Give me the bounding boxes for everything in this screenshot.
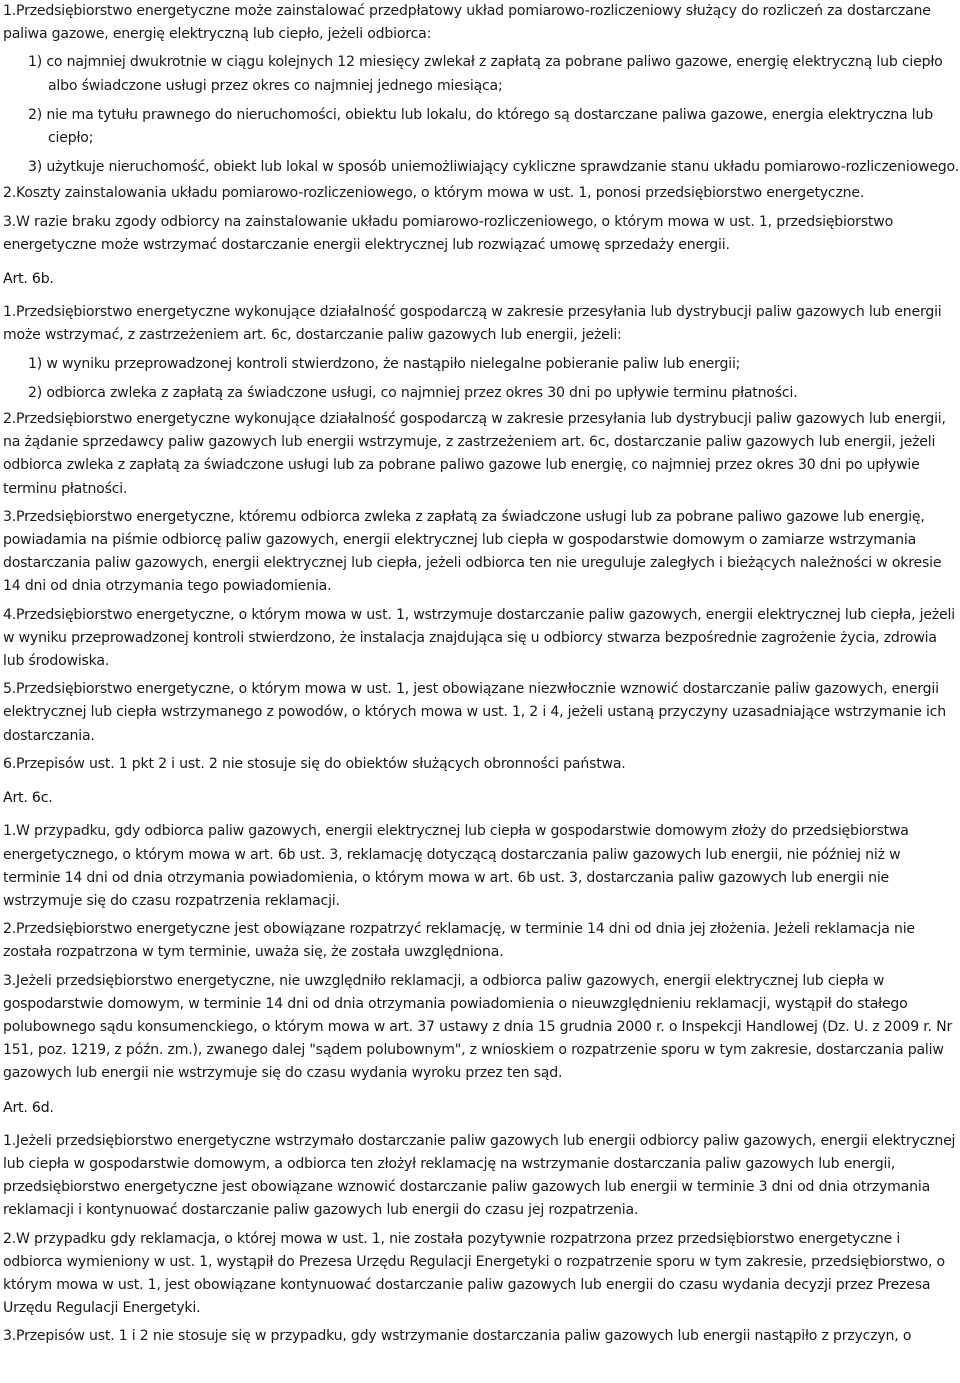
paragraph: 3.Jeżeli przedsiębiorstwo energetyczne, nie uwzględniło reklamacji, a odbiorca paliw gazowych, energii elektrycznej lub ciepła w gospodarstwie domowym, w terminie 14 dni od dnia otrzymania powiadomienia o nieuwzględnieniu reklamacji, wystąpił do stałego polubownego sądu konsumenckiego, o którym mowa w art. 37 ustawy z dnia 15 grudnia 2000 r. o Inspekcji Handlowej (Dz. U. z 2009 r. Nr 151, poz. 1219, z późn. zm.), zwanego dalej "sądem polubownym", z wnioskiem o rozpatrzenie sporu w tym zakresie, dostarczania paliw gazowych lub energii nie wstrzymuje się do czasu wydania wyroku przez ten sąd. (3, 972, 953, 1082)
paragraph: 1.W przypadku, gdy odbiorca paliw gazowych, energii elektrycznej lub ciepła w gospodarstwie domowym złoży do przedsiębiorstwa energetycznego, o którym mowa w art. 6b ust. 3, reklamację dotyczącą dostarczania paliw gazowych lub energii, nie później niż w terminie 14 dni od dnia otrzymania powiadomienia, o którym mowa w art. 6b ust. 3, dostarczania paliw gazowych lub energii nie wstrzymuje się do czasu rozpatrzenia reklamacji. (3, 823, 909, 909)
paragraph-1: 1.Przedsiębiorstwo energetyczne może zainstalować przedpłatowy układ pomiarowo-rozliczeniowy służący do rozliczeń za dostarczane paliwa gazowe, energię elektryczną lub ciepło, jeżeli odbiorca: (3, 3, 931, 43)
list-item: 1) w wyniku przeprowadzonej kontroli stwierdzono, że nastąpiło nielegalne pobieranie paliw lub energii; (28, 355, 741, 372)
article-heading-6c: Art. 6c. (3, 790, 53, 807)
list-item: 2) odbiorca zwleka z zapłatą za świadczone usługi, co najmniej przez okres 30 dni po upływie terminu płatności. (28, 384, 798, 401)
list-item: 1) co najmniej dwukrotnie w ciągu kolejnych 12 miesięcy zwlekał z zapłatą za pobrane paliwo gazowe, energię elektryczną lub ciepło albo świadczone usługi przez okres co najmniej jednego miesiąca; (28, 54, 943, 94)
paragraph: 2.W przypadku gdy reklamacja, o której mowa w ust. 1, nie została pozytywnie rozpatrzona przez przedsiębiorstwo energetyczne i odbiorca wymieniony w ust. 1, wystąpił do Prezesa Urzędu Regulacji Energetyki o rozpatrzenie sporu w tym zakresie, przedsiębiorstwo, o którym mowa w ust. 1, jest obowiązane kontynuować dostarczanie paliw gazowych lub energii do czasu wydania decyzji przez Prezesa Urzędu Regulacji Energetyki. (3, 1230, 945, 1317)
paragraph: 3.Przepisów ust. 1 i 2 nie stosuje się w przypadku, gdy wstrzymanie dostarczania paliw gazowych lub energii nastąpiło z przyczyn, o (3, 1328, 912, 1345)
article-heading-6b: Art. 6b. (3, 271, 54, 288)
article-heading-6d: Art. 6d. (3, 1099, 54, 1116)
paragraph-2: 2.Koszty zainstalowania układu pomiarowo-rozliczeniowego, o którym mowa w ust. 1, ponosi przedsiębiorstwo energetyczne. (3, 185, 865, 202)
paragraph: 1.Jeżeli przedsiębiorstwo energetyczne wstrzymało dostarczanie paliw gazowych lub energii odbiorcy paliw gazowych, energii elektrycznej lub ciepła w gospodarstwie domowym, a odbiorca ten złożył reklamację na wstrzymanie dostarczania paliw gazowych lub energii, przedsiębiorstwo energetyczne jest obowiązane wznowić dostarczanie paliw gazowych lub energii w terminie 3 dni od dnia otrzymania reklamacji i kontynuować dostarczanie paliw gazowych lub energii do czasu jej rozpatrzenia. (3, 1132, 956, 1219)
paragraph: 2.Przedsiębiorstwo energetyczne jest obowiązane rozpatrzyć reklamację, w terminie 14 dni od dnia jej złożenia. Jeżeli reklamacja nie została rozpatrzona w tym terminie, uważa się, że została uwzględniona. (3, 921, 915, 961)
paragraph: 3.Przedsiębiorstwo energetyczne, któremu odbiorca zwleka z zapłatą za świadczone usługi lub za pobrane paliwo gazowe lub energię, powiadamia na piśmie odbiorcę paliw gazowych, energii elektrycznej lub ciepła w gospodarstwie domowym o zamiarze wstrzymania dostarczania paliw gazowych, energii elektrycznej lub ciepła, jeżeli odbiorca ten nie ureguluje zaległych i bieżących należności w okresie 14 dni od dnia otrzymania tego powiadomienia. (3, 508, 942, 595)
paragraph: 2.Przedsiębiorstwo energetyczne wykonujące działalność gospodarczą w zakresie przesyłania lub dystrybucji paliw gazowych lub energii, na żądanie sprzedawcy paliw gazowych lub energii wstrzymuje, z zastrzeżeniem art. 6c, dostarczanie paliw gazowych lub energii, jeżeli odbiorca zwleka z zapłatą za świadczone usługi lub za pobrane paliwo gazowe lub energię, co najmniej przez okres 30 dni po upływie terminu płatności. (3, 411, 946, 497)
paragraph: 6.Przepisów ust. 1 pkt 2 i ust. 2 nie stosuje się do obiektów służących obronności państwa. (3, 755, 626, 772)
paragraph-3: 3.W razie braku zgody odbiorcy na zainstalowanie układu pomiarowo-rozliczeniowego, o którym mowa w ust. 1, przedsiębiorstwo energetyczne może wstrzymać dostarczanie energii elektrycznej lub rozwiązać umowę sprzedaży energii. (3, 213, 893, 253)
paragraph: 1.Przedsiębiorstwo energetyczne wykonujące działalność gospodarczą w zakresie przesyłania lub dystrybucji paliw gazowych lub energii może wstrzymać, z zastrzeżeniem art. 6c, dostarczanie paliw gazowych lub energii, jeżeli: (3, 304, 942, 344)
paragraph: 4.Przedsiębiorstwo energetyczne, o którym mowa w ust. 1, wstrzymuje dostarczanie paliw gazowych, energii elektrycznej lub ciepła, jeżeli w wyniku przeprowadzonej kontroli stwierdzono, że instalacja znajdująca się u odbiorcy stwarza bezpośrednie zagrożenie życia, zdrowia lub środowiska. (3, 606, 955, 670)
paragraph: 5.Przedsiębiorstwo energetyczne, o którym mowa w ust. 1, jest obowiązane niezwłocznie wznowić dostarczanie paliw gazowych, energii elektrycznej lub ciepła wstrzymanego z powodów, o których mowa w ust. 1, 2 i 4, jeżeli ustaną przyczyny uzasadniające wstrzymanie ich dostarczania. (3, 681, 946, 744)
list-item: 3) użytkuje nieruchomość, obiekt lub lokal w sposób uniemożliwiający cykliczne sprawdzanie stanu układu pomiarowo-rozliczeniowego. (28, 159, 960, 176)
list-item: 2) nie ma tytułu prawnego do nieruchomości, obiektu lub lokalu, do którego są dostarczane paliwa gazowe, energia elektryczna lub ciepło; (28, 106, 933, 147)
